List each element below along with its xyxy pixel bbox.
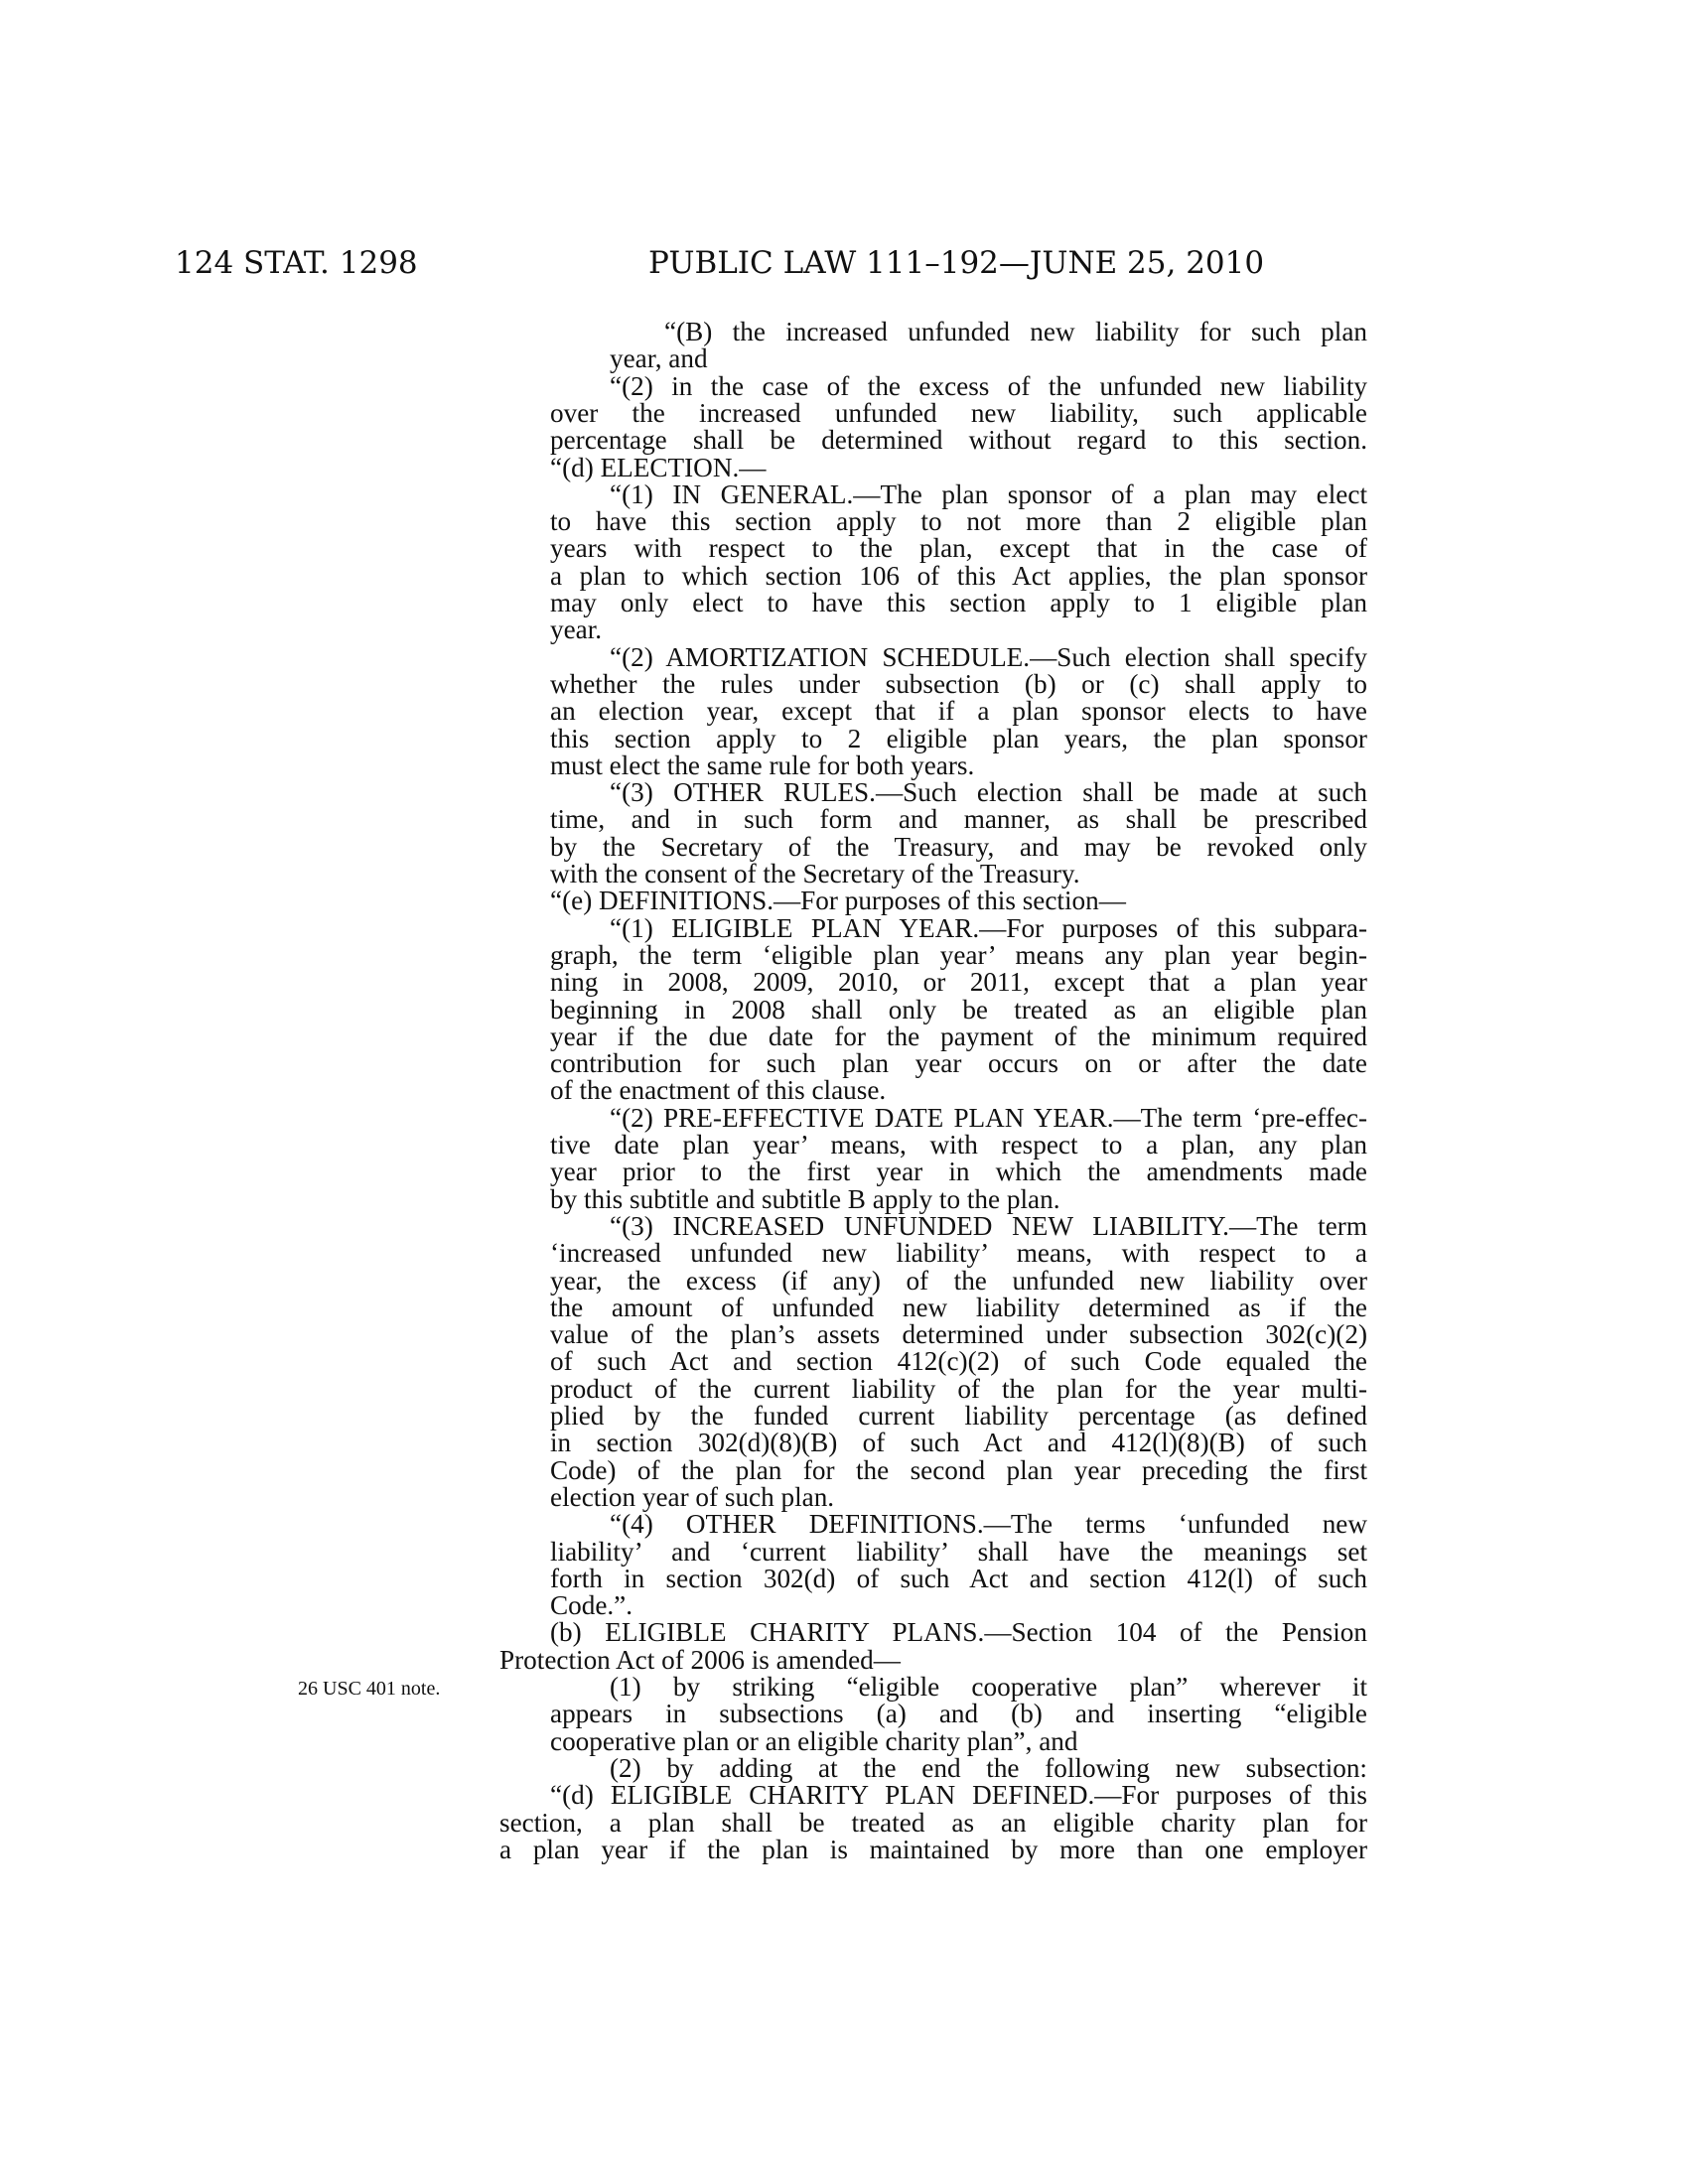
text-line: contribution for such plan year occurs on or after the date bbox=[550, 1048, 1367, 1078]
text-line: a plan to which section 106 of this Act applies, the plan sponsor bbox=[550, 561, 1367, 591]
text-line: year. bbox=[550, 614, 603, 644]
text-line: year, the excess (if any) of the unfunded new liability over bbox=[550, 1266, 1367, 1296]
text-line: year if the due date for the payment of the minimum required bbox=[550, 1022, 1367, 1051]
text-line: “(3) INCREASED UNFUNDED NEW LIABILITY.—The term bbox=[610, 1211, 1367, 1241]
text-line: “(2) PRE-EFFECTIVE DATE PLAN YEAR.—The term ‘pre-effec- bbox=[610, 1103, 1367, 1133]
text-line: an election year, except that if a plan sponsor elects to have bbox=[550, 696, 1367, 726]
text-line: of the enactment of this clause. bbox=[550, 1075, 887, 1105]
text-line: year prior to the first year in which the amendments made bbox=[550, 1157, 1367, 1186]
statute-page-number: 124 STAT. 1298 bbox=[175, 245, 418, 281]
text-line: by this subtitle and subtitle B apply to the plan. bbox=[550, 1184, 1060, 1214]
text-line: (b) ELIGIBLE CHARITY PLANS.—Section 104 of the Pension bbox=[550, 1617, 1367, 1647]
margin-note: 26 USC 401 note. bbox=[298, 1678, 441, 1700]
text-line: with the consent of the Secretary of the Treasury. bbox=[550, 859, 1080, 888]
text-line: “(2) AMORTIZATION SCHEDULE.—Such election shall specify bbox=[610, 642, 1367, 672]
text-line: “(d) ELECTION.— bbox=[550, 453, 767, 482]
text-line: year, and bbox=[610, 343, 708, 373]
text-line: tive date plan year’ means, with respect to a plan, any plan bbox=[550, 1130, 1367, 1160]
text-line: must elect the same rule for both years. bbox=[550, 751, 975, 780]
text-line: liability’ and ‘current liability’ shall have the meanings set bbox=[550, 1537, 1367, 1567]
text-line: “(1) ELIGIBLE PLAN YEAR.—For purposes of this subpara- bbox=[610, 913, 1367, 943]
text-line: a plan year if the plan is maintained by more than one employer bbox=[499, 1835, 1367, 1864]
text-line: plied by the funded current liability percentage (as defined bbox=[550, 1401, 1367, 1431]
text-line: “(2) in the case of the excess of the unfunded new liability bbox=[610, 371, 1367, 401]
text-line: forth in section 302(d) of such Act and section 412(l) of such bbox=[550, 1564, 1367, 1593]
text-line: ning in 2008, 2009, 2010, or 2011, except that a plan year bbox=[550, 967, 1367, 997]
text-line: over the increased unfunded new liability, such applicable bbox=[550, 398, 1367, 428]
text-line: Code) of the plan for the second plan year preceding the first bbox=[550, 1455, 1367, 1485]
text-line: “(1) IN GENERAL.—The plan sponsor of a plan may elect bbox=[610, 479, 1367, 509]
text-line: may only elect to have this section apply to 1 eligible plan bbox=[550, 588, 1367, 617]
text-line: value of the plan’s assets determined under subsection 302(c)(2) bbox=[550, 1319, 1367, 1349]
text-line: graph, the term ‘eligible plan year’ means any plan year begin- bbox=[550, 940, 1367, 970]
text-line: “(B) the increased unfunded new liability for such plan bbox=[664, 317, 1367, 346]
text-line: (2) by adding at the end the following new subsection: bbox=[610, 1753, 1367, 1783]
text-line: cooperative plan or an eligible charity plan”, and bbox=[550, 1726, 1078, 1756]
text-line: Code.”. bbox=[550, 1590, 633, 1620]
text-line: ‘increased unfunded new liability’ means, with respect to a bbox=[550, 1238, 1367, 1268]
text-line: whether the rules under subsection (b) or (c) shall apply to bbox=[550, 669, 1367, 699]
public-law-title: PUBLIC LAW 111–192—JUNE 25, 2010 bbox=[648, 245, 1265, 281]
text-line: “(e) DEFINITIONS.—For purposes of this section— bbox=[550, 886, 1126, 915]
text-line: percentage shall be determined without regard to this section. bbox=[550, 425, 1367, 455]
text-line: appears in subsections (a) and (b) and inserting “eligible bbox=[550, 1699, 1367, 1728]
text-line: “(3) OTHER RULES.—Such election shall be made at such bbox=[610, 777, 1367, 807]
text-line: (1) by striking “eligible cooperative plan” wherever it bbox=[610, 1672, 1367, 1702]
text-line: section, a plan shall be treated as an eligible charity plan for bbox=[499, 1808, 1367, 1838]
text-line: in section 302(d)(8)(B) of such Act and 412(l)(8)(B) of such bbox=[550, 1428, 1367, 1457]
text-line: election year of such plan. bbox=[550, 1482, 835, 1512]
text-line: years with respect to the plan, except that in the case of bbox=[550, 533, 1367, 563]
text-line: this section apply to 2 eligible plan years, the plan sponsor bbox=[550, 724, 1367, 753]
text-line: “(4) OTHER DEFINITIONS.—The terms ‘unfunded new bbox=[610, 1509, 1367, 1539]
text-line: by the Secretary of the Treasury, and may be revoked only bbox=[550, 832, 1367, 862]
text-line: Protection Act of 2006 is amended— bbox=[499, 1645, 901, 1675]
text-line: time, and in such form and manner, as shall be prescribed bbox=[550, 804, 1367, 834]
text-line: beginning in 2008 shall only be treated as an eligible plan bbox=[550, 995, 1367, 1024]
text-line: product of the current liability of the plan for the year multi- bbox=[550, 1374, 1367, 1404]
text-line: to have this section apply to not more than 2 eligible plan bbox=[550, 506, 1367, 536]
text-line: of such Act and section 412(c)(2) of such Code equaled the bbox=[550, 1346, 1367, 1376]
text-line: “(d) ELIGIBLE CHARITY PLAN DEFINED.—For purposes of this bbox=[550, 1780, 1367, 1810]
text-line: the amount of unfunded new liability determined as if the bbox=[550, 1293, 1367, 1322]
